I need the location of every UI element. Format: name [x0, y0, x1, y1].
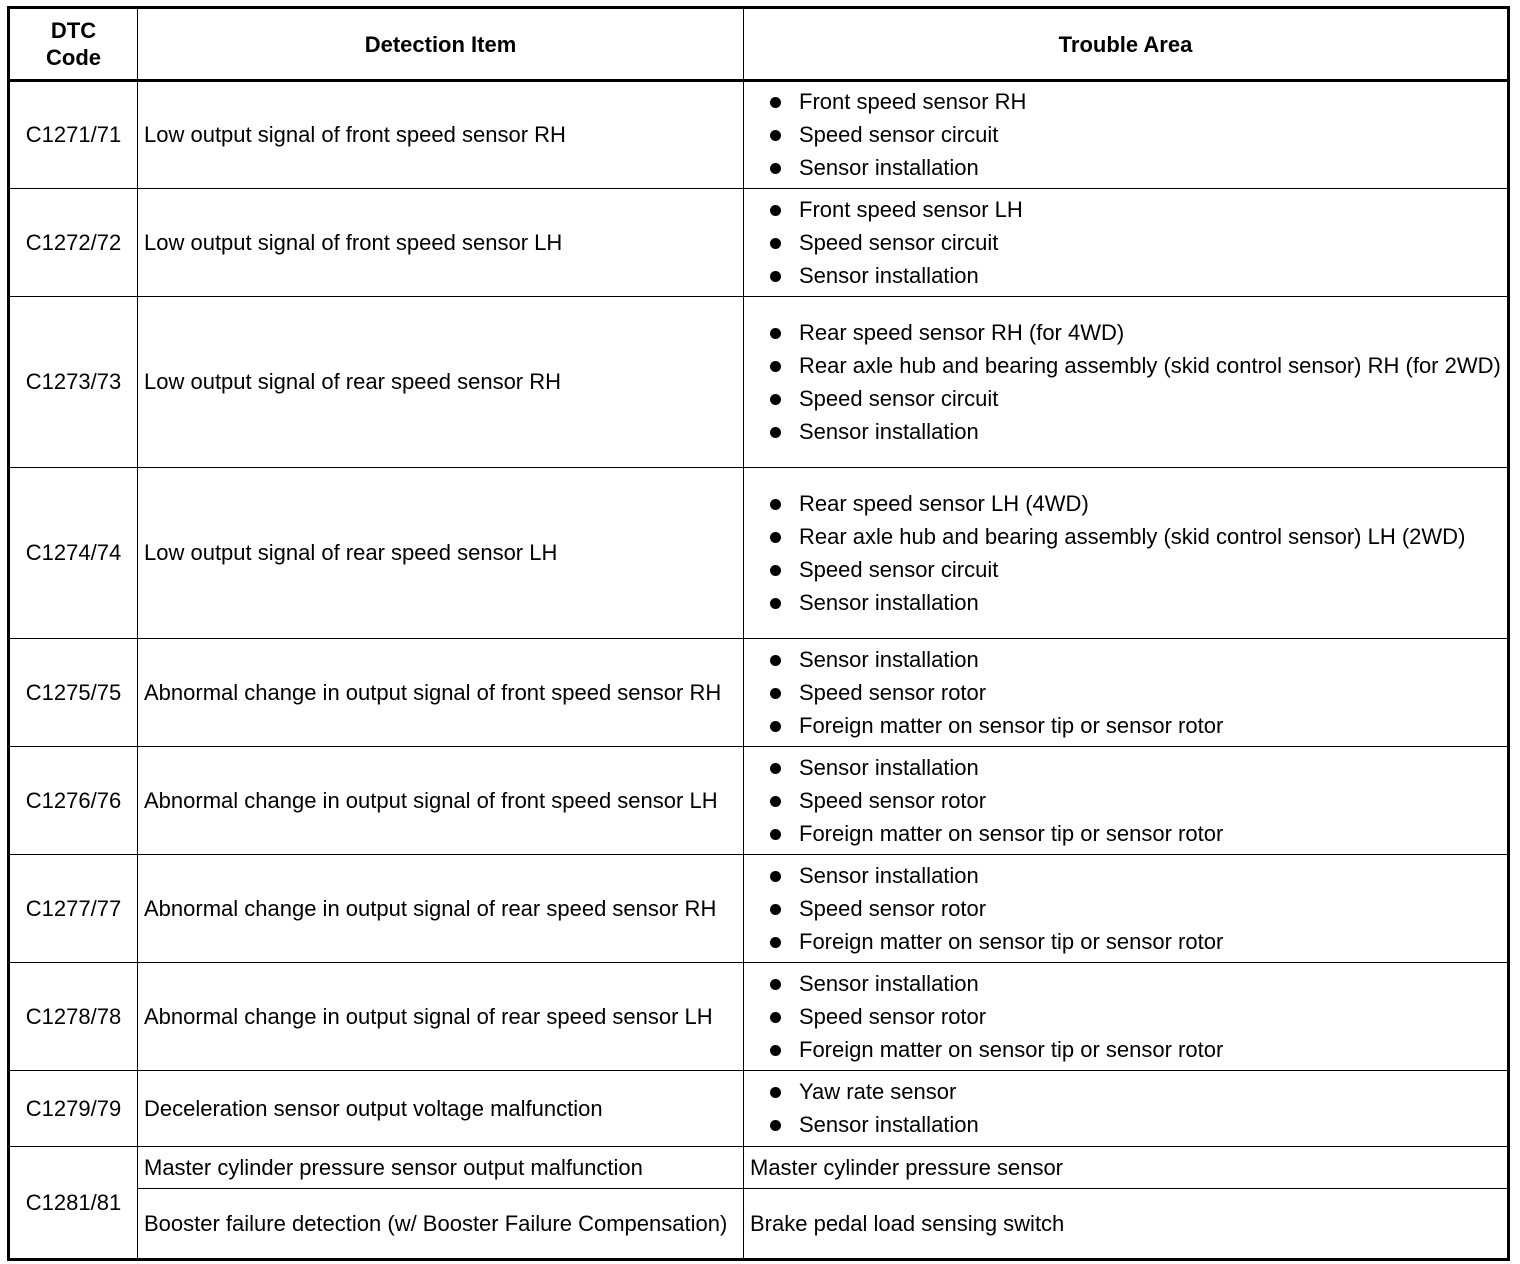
- bullet-icon: [770, 565, 781, 576]
- bullet-icon: [770, 937, 781, 948]
- detection-item-cell: Low output signal of rear speed sensor RH: [138, 297, 744, 468]
- table-row: [9, 81, 1509, 189]
- table-row: [9, 1071, 1509, 1147]
- bullet-icon: [770, 130, 781, 141]
- trouble-area-item: Foreign matter on sensor tip or sensor rotor: [750, 927, 1501, 957]
- bullet-icon: [770, 1045, 781, 1056]
- trouble-area-item: Speed sensor circuit: [750, 384, 1501, 414]
- trouble-area-item: Rear axle hub and bearing assembly (skid control sensor) RH (for 2WD): [750, 351, 1501, 381]
- dtc-code-cell: C1281/81: [9, 1147, 138, 1260]
- trouble-area-item: Sensor installation: [750, 969, 1501, 999]
- trouble-area-item: Foreign matter on sensor tip or sensor rotor: [750, 711, 1501, 741]
- trouble-area-item: Sensor installation: [750, 861, 1501, 891]
- dtc-code-cell: C1275/75: [9, 639, 138, 747]
- trouble-area-item: Front speed sensor RH: [750, 87, 1501, 117]
- trouble-area-cell: [744, 747, 1509, 855]
- dtc-table: [7, 6, 1510, 1261]
- trouble-area-list: [750, 969, 1501, 1065]
- trouble-area-cell: Master cylinder pressure sensor: [744, 1147, 1509, 1189]
- bullet-icon: [770, 598, 781, 609]
- table-row: [9, 189, 1509, 297]
- trouble-area-item: Sensor installation: [750, 417, 1501, 447]
- trouble-area-item: Rear speed sensor RH (for 4WD): [750, 318, 1501, 348]
- detection-item-cell: Master cylinder pressure sensor output malfunction: [138, 1147, 744, 1189]
- bullet-icon: [770, 904, 781, 915]
- detection-item-cell: Low output signal of front speed sensor RH: [138, 81, 744, 189]
- detection-item-cell: Abnormal change in output signal of rear speed sensor RH: [138, 855, 744, 963]
- trouble-area-cell: Brake pedal load sensing switch: [744, 1189, 1509, 1260]
- trouble-area-list: [750, 1077, 1501, 1140]
- bullet-icon: [770, 871, 781, 882]
- trouble-area-item: Foreign matter on sensor tip or sensor rotor: [750, 819, 1501, 849]
- trouble-area-item: Front speed sensor LH: [750, 195, 1501, 225]
- trouble-area-item: Rear axle hub and bearing assembly (skid control sensor) LH (2WD): [750, 522, 1501, 552]
- dtc-code-cell: C1279/79: [9, 1071, 138, 1147]
- trouble-area-cell: [744, 81, 1509, 189]
- trouble-area-item: Speed sensor rotor: [750, 894, 1501, 924]
- trouble-area-list: [750, 861, 1501, 957]
- table-row: [9, 855, 1509, 963]
- bullet-icon: [770, 979, 781, 990]
- trouble-area-item: Speed sensor circuit: [750, 555, 1501, 585]
- bullet-icon: [770, 238, 781, 249]
- bullet-icon: [770, 394, 781, 405]
- trouble-area-list: [750, 489, 1501, 618]
- trouble-area-item: Sensor installation: [750, 753, 1501, 783]
- bullet-icon: [770, 427, 781, 438]
- trouble-area-cell: [744, 963, 1509, 1071]
- bullet-icon: [770, 763, 781, 774]
- trouble-area-list: [750, 318, 1501, 447]
- bullet-icon: [770, 271, 781, 282]
- trouble-area-list: [750, 645, 1501, 741]
- detection-item-cell: Abnormal change in output signal of front speed sensor RH: [138, 639, 744, 747]
- bullet-icon: [770, 499, 781, 510]
- trouble-area-item: Speed sensor circuit: [750, 228, 1501, 258]
- trouble-area-item: Speed sensor rotor: [750, 678, 1501, 708]
- bullet-icon: [770, 1120, 781, 1131]
- trouble-area-item: Foreign matter on sensor tip or sensor rotor: [750, 1035, 1501, 1065]
- bullet-icon: [770, 532, 781, 543]
- detection-item-cell: Deceleration sensor output voltage malfunction: [138, 1071, 744, 1147]
- table-row: [9, 1147, 1509, 1189]
- table-row: [9, 747, 1509, 855]
- dtc-code-cell: C1274/74: [9, 468, 138, 639]
- bullet-icon: [770, 688, 781, 699]
- table-row: [9, 468, 1509, 639]
- table-row: [9, 297, 1509, 468]
- trouble-area-list: [750, 195, 1501, 291]
- trouble-area-cell: [744, 639, 1509, 747]
- detection-item-cell: Abnormal change in output signal of rear speed sensor LH: [138, 963, 744, 1071]
- detection-item-cell: Low output signal of front speed sensor LH: [138, 189, 744, 297]
- bullet-icon: [770, 796, 781, 807]
- dtc-code-cell: C1272/72: [9, 189, 138, 297]
- bullet-icon: [770, 1087, 781, 1098]
- trouble-area-item: Speed sensor rotor: [750, 786, 1501, 816]
- bullet-icon: [770, 97, 781, 108]
- trouble-area-cell: [744, 1071, 1509, 1147]
- detection-item-cell: Abnormal change in output signal of front speed sensor LH: [138, 747, 744, 855]
- trouble-area-item: Sensor installation: [750, 261, 1501, 291]
- bullet-icon: [770, 361, 781, 372]
- bullet-icon: [770, 205, 781, 216]
- trouble-area-item: Speed sensor rotor: [750, 1002, 1501, 1032]
- dtc-code-cell: C1276/76: [9, 747, 138, 855]
- header-dtc-code: DTC Code: [9, 8, 138, 81]
- bullet-icon: [770, 655, 781, 666]
- header-detection-item: Detection Item: [138, 8, 744, 81]
- detection-item-cell: Low output signal of rear speed sensor LH: [138, 468, 744, 639]
- bullet-icon: [770, 721, 781, 732]
- trouble-area-item: Rear speed sensor LH (4WD): [750, 489, 1501, 519]
- dtc-code-cell: C1271/71: [9, 81, 138, 189]
- trouble-area-item: Sensor installation: [750, 588, 1501, 618]
- table-row: [9, 639, 1509, 747]
- trouble-area-item: Speed sensor circuit: [750, 120, 1501, 150]
- bullet-icon: [770, 163, 781, 174]
- dtc-code-cell: C1278/78: [9, 963, 138, 1071]
- trouble-area-item: Sensor installation: [750, 1110, 1501, 1140]
- table-row: [9, 1189, 1509, 1260]
- bullet-icon: [770, 829, 781, 840]
- trouble-area-cell: [744, 855, 1509, 963]
- bullet-icon: [770, 1012, 781, 1023]
- trouble-area-cell: [744, 189, 1509, 297]
- trouble-area-list: [750, 753, 1501, 849]
- trouble-area-item: Sensor installation: [750, 153, 1501, 183]
- detection-item-cell: Booster failure detection (w/ Booster Failure Compensation): [138, 1189, 744, 1260]
- trouble-area-cell: [744, 468, 1509, 639]
- header-trouble-area: Trouble Area: [744, 8, 1509, 81]
- bullet-icon: [770, 328, 781, 339]
- trouble-area-list: [750, 87, 1501, 183]
- trouble-area-item: Sensor installation: [750, 645, 1501, 675]
- table-row: [9, 963, 1509, 1071]
- dtc-code-cell: C1277/77: [9, 855, 138, 963]
- trouble-area-item: Yaw rate sensor: [750, 1077, 1501, 1107]
- trouble-area-cell: [744, 297, 1509, 468]
- header-row: [9, 8, 1509, 81]
- dtc-code-cell: C1273/73: [9, 297, 138, 468]
